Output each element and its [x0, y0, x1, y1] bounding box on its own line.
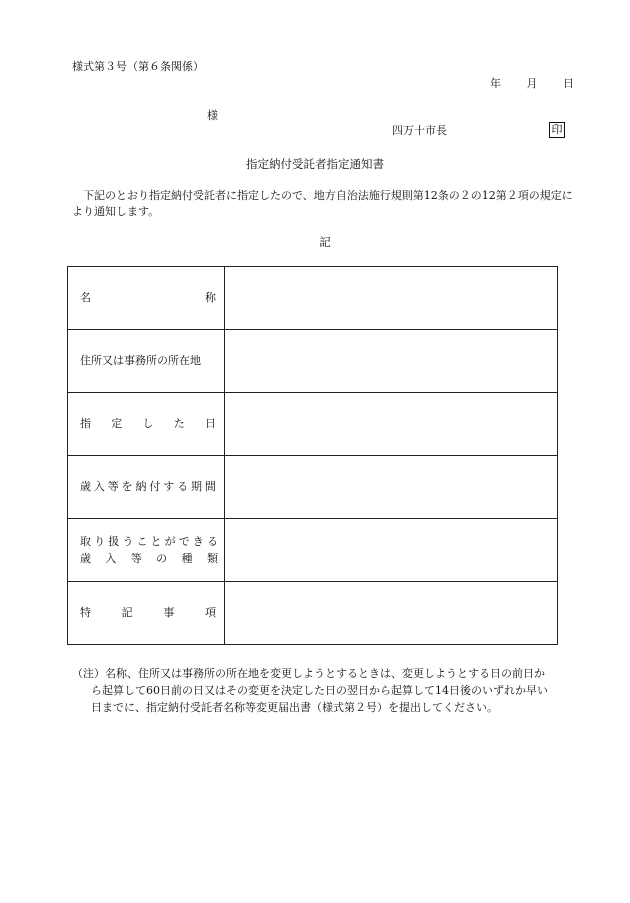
label-char: 称 — [205, 291, 216, 305]
date-day: 日 — [563, 77, 574, 90]
label-char: 等 — [130, 551, 142, 565]
label-char: す — [163, 480, 175, 494]
label-char: 住所又は事務所の所在地 — [80, 354, 201, 368]
table-row — [68, 330, 558, 393]
label-char: 取 — [80, 534, 91, 548]
label-char: 事 — [163, 606, 175, 620]
note-prefix: （注） — [72, 667, 105, 680]
form-number: 様式第３号（第６条関係） — [72, 60, 204, 73]
label-char: を — [121, 480, 133, 494]
label-char: が — [164, 534, 176, 548]
row-label — [68, 393, 225, 456]
label-char: る — [206, 534, 218, 548]
label-char: 項 — [204, 606, 216, 620]
label-char: た — [173, 417, 185, 431]
row-value[interactable] — [225, 519, 558, 582]
ki-heading: 記 — [319, 235, 331, 249]
table-row — [68, 582, 558, 645]
detail-table — [67, 266, 558, 645]
label-char: 種 — [181, 551, 193, 565]
table-row — [68, 456, 558, 519]
label-char: と — [150, 534, 162, 548]
label-char: 歳 — [80, 480, 91, 494]
label-char: 指 — [80, 417, 91, 431]
row-label — [68, 330, 225, 393]
label-char: の — [156, 551, 168, 565]
date-line — [490, 77, 574, 91]
label-char: こ — [136, 534, 148, 548]
document-title: 指定納付受託者指定通知書 — [246, 157, 384, 171]
label-char: 歳 — [80, 551, 91, 565]
label-char: 入 — [93, 480, 105, 494]
row-value[interactable] — [225, 456, 558, 519]
label-char: 扱 — [108, 534, 120, 548]
note — [72, 665, 592, 716]
row-label — [68, 267, 225, 330]
date-year: 年 — [490, 77, 501, 90]
label-char: 記 — [121, 606, 133, 620]
row-label — [68, 456, 225, 519]
row-value[interactable] — [225, 582, 558, 645]
note-line-1: 名称、住所又は事務所の所在地を変更しようとするときは、変更しようとする日の前日か — [105, 667, 545, 680]
table-row — [68, 519, 558, 582]
label-char: 付 — [149, 480, 161, 494]
label-char: 日 — [205, 417, 216, 431]
label-char: 特 — [80, 606, 91, 620]
row-value[interactable] — [225, 393, 558, 456]
table-row — [68, 393, 558, 456]
issuer-name: 四万十市長 — [392, 124, 447, 137]
label-char: る — [177, 480, 189, 494]
label-char: 等 — [107, 480, 119, 494]
label-char: 類 — [206, 551, 218, 565]
body-text: 下記のとおり指定納付受託者に指定したので、地方自治法施行規則第12条の２の12第２項の規定により通知します。 — [72, 189, 573, 218]
label-char: 間 — [204, 480, 216, 494]
label-char: し — [142, 417, 154, 431]
row-label — [68, 582, 225, 645]
row-value[interactable] — [225, 267, 558, 330]
note-line-2: ら起算して60日前の日又はその変更を決定した日の翌日から起算して14日後のいずれか早い — [91, 684, 548, 698]
date-month: 月 — [526, 77, 538, 90]
label-char: り — [94, 534, 106, 548]
label-char: で — [178, 534, 190, 548]
label-char: 納 — [135, 480, 147, 494]
label-char: う — [122, 534, 134, 548]
table-row — [68, 267, 558, 330]
label-char: 入 — [105, 551, 117, 565]
label-char: 定 — [111, 417, 123, 431]
label-char: 名 — [80, 291, 91, 305]
seal-box: 印 — [549, 122, 565, 138]
addressee-suffix: 様 — [207, 109, 218, 122]
note-line-3: 日までに、指定納付受託者名称等変更届出書（様式第２号）を提出してください。 — [91, 701, 498, 715]
row-label — [68, 519, 225, 582]
row-value[interactable] — [225, 330, 558, 393]
label-char: き — [192, 534, 204, 548]
label-char: 期 — [191, 480, 202, 494]
